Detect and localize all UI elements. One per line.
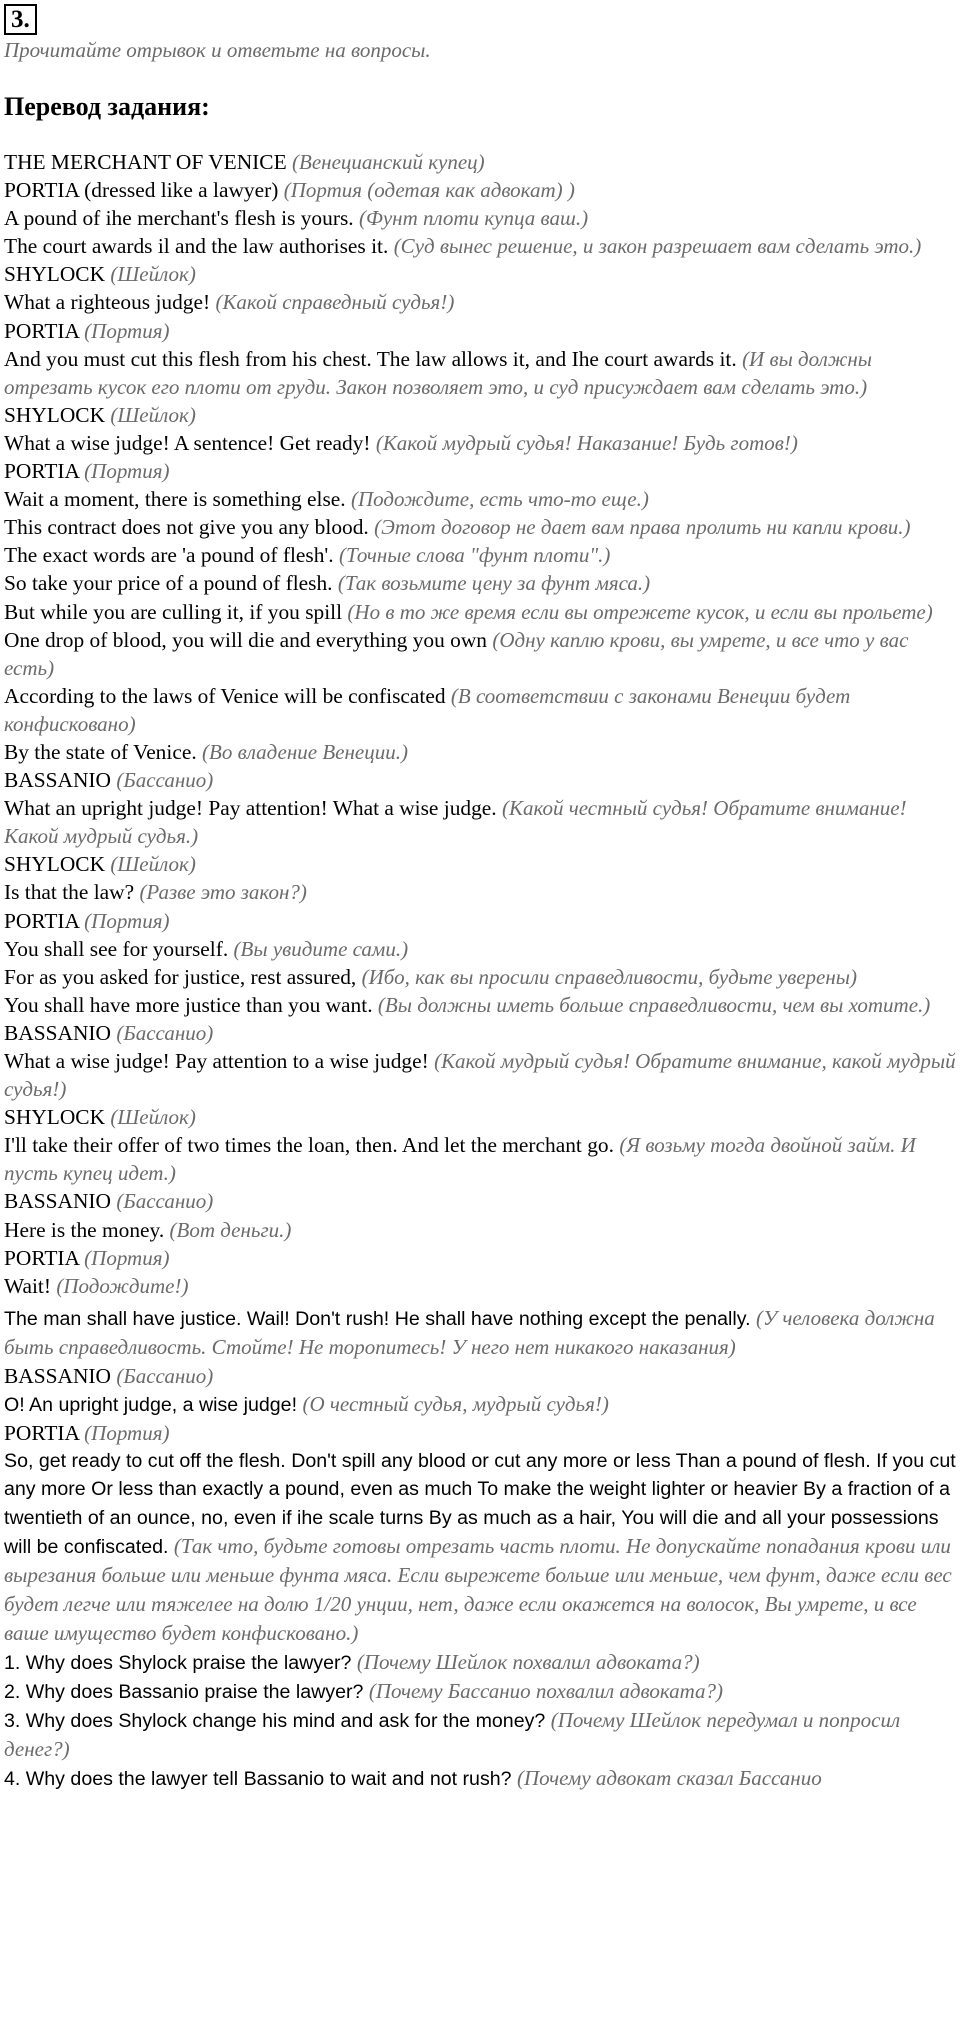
english-text: Wait! [4,1273,51,1298]
english-text: 2. Why does Bassanio praise the lawyer? [4,1681,364,1704]
english-text: But while you are culling it, if you spill [4,599,343,624]
russian-translation: (Разве это закон?) [139,880,307,905]
russian-translation: (Какой мудрый судья! Наказание! Будь готов!) [375,430,798,455]
russian-translation: (Подождите!) [56,1273,189,1298]
english-text: SHYLOCK [4,1105,106,1130]
english-text: PORTIA [4,1421,79,1446]
dialogue-line [4,1272,956,1300]
russian-translation: (Шейлок) [110,1105,196,1130]
dialogue-line [4,738,956,766]
dialogue-line [4,457,956,485]
dialogue-line [4,878,956,906]
dialogue-line [4,345,956,401]
dialogue-line [4,1677,956,1706]
english-text: Is that the law? [4,880,135,905]
dialogue-lines [4,148,956,1793]
english-text: 3. Why does Shylock change his mind and ask for the money? [4,1710,546,1733]
dialogue-line [4,232,956,260]
dialogue-line [4,626,956,682]
dialogue-line [4,485,956,513]
dialogue-line [4,1304,956,1362]
dialogue-line [4,1244,956,1272]
english-text: SHYLOCK [4,852,106,877]
english-text: What a wise judge! Pay attention to a wise judge! [4,1049,429,1073]
dialogue-line [4,317,956,345]
russian-translation: (Портия) [84,459,170,484]
english-text: THE MERCHANT OF VENICE [4,150,287,174]
english-text: According to the laws of Venice will be confiscated [4,683,446,708]
dialogue-line [4,513,956,541]
russian-translation: (Почему Шейлок похвалил адвоката?) [356,1649,700,1674]
english-text: By the state of Venice. [4,739,197,764]
dialogue-line [4,963,956,991]
english-text: I'll take their offer of two times the loan, then. And let the merchant go. [4,1133,614,1158]
english-text: BASSANIO [4,1020,111,1045]
english-text: The court awards il and the law authorises it. [4,234,389,259]
english-text: BASSANIO [4,1189,111,1214]
english-text: So take your price of a pound of flesh. [4,571,333,596]
english-text: 1. Why does Shylock praise the lawyer? [4,1651,352,1674]
translation-heading: Перевод задания: [4,92,210,121]
russian-translation: (Портия) [84,1245,170,1270]
russian-translation: (Так что, будьте готовы отрезать часть плоти. Не допускайте попадания крови или вырезания больше или меньше фунта мяса. Если вырежете больше или меньше, чем фунт, даже если вес будет легче или тяжелее на долю 1/20 унции, нет, даже если окажется на волосок, Вы умрете, и все ваше имущество будет конфисковано.) [4,1533,952,1645]
dialogue-line [4,1103,956,1131]
russian-translation: (Вы должны иметь больше справедливости, чем вы хотите.) [377,992,931,1017]
russian-translation: (Вы увидите сами.) [233,936,409,961]
dialogue-line [4,794,956,850]
english-text: You shall see for yourself. [4,936,229,961]
english-text: So, get ready to cut off the flesh. Don't spill any blood or cut any more or less Than a pound of flesh. If you cut any more Or less than exactly a pound, even as much To make the weight lighter or heavier By a fraction of a twentieth of an ounce, no, even if ihe scale turns By as much as a hair, You will die and all your possessions will be confiscated. [4,1450,956,1558]
dialogue-line [4,991,956,1019]
dialogue-line [4,907,956,935]
dialogue-line [4,766,956,794]
english-text: You shall have more justice than you want. [4,992,373,1017]
dialogue-line [4,204,956,232]
dialogue-line [4,541,956,569]
english-text: For as you asked for justice, rest assured, [4,964,357,989]
dialogue-line [4,260,956,288]
english-text: PORTIA [4,908,79,933]
english-text: Here is the money. [4,1217,165,1242]
dialogue-line [4,850,956,878]
russian-translation: (Шейлок) [110,852,196,877]
dialogue-line [4,1447,956,1648]
english-text: PORTIA [4,318,79,343]
russian-translation: (Бассанио) [116,1020,214,1045]
russian-translation: (Этот договор не дает вам права пролить ни капли крови.) [374,515,911,540]
english-text: 4. Why does the lawyer tell Bassanio to wait and not rush? [4,1768,512,1791]
russian-translation: (Бассанио) [116,768,214,793]
dialogue-line [4,1019,956,1047]
russian-translation: (Какой мудрый судья! Обратите внимание, какой мудрый судья!) [4,1049,956,1102]
english-text: What an upright judge! Pay attention! What a wise judge. [4,796,497,821]
english-text: What a righteous judge! [4,290,211,315]
russian-translation: (Точные слова "фунт плоти".) [339,543,611,568]
dialogue-line [4,1362,956,1390]
english-text: What a wise judge! A sentence! Get ready! [4,430,371,455]
english-text: The exact words are 'a pound of flesh'. [4,543,334,568]
russian-translation: (Так возьмите цену за фунт мяса.) [337,571,651,596]
english-text: BASSANIO [4,768,111,793]
dialogue-line [4,288,956,316]
dialogue-line [4,598,956,626]
english-text: PORTIA (dressed like a lawyer) [4,178,279,203]
dialogue-line [4,148,956,176]
russian-translation: (Но в то же время если вы отрежете кусок, и если вы прольете) [347,599,933,624]
russian-translation: (У человека должна быть справедливость. Стойте! Не торопитесь! У него нет никакого наказания) [4,1305,935,1359]
russian-translation: (Какой справедный судья!) [215,290,455,315]
russian-translation: (Шейлок) [110,402,196,427]
russian-translation: (В соответствии с законами Венеции будет конфисковано) [4,683,851,736]
russian-translation: (Бассанио) [116,1364,214,1389]
english-text: A pound of ihe merchant's flesh is yours. [4,206,354,231]
russian-translation: (Суд вынес решение, и закон разрешает вам сделать это.) [393,234,922,259]
russian-translation: (Подождите, есть что-то еще.) [351,487,649,512]
english-text: One drop of blood, you will die and everything you own [4,627,487,652]
dialogue-line [4,1131,956,1187]
russian-translation: (Вот деньги.) [169,1217,292,1242]
russian-translation: (Портия) [84,1421,170,1446]
task-number: 3. [4,4,37,35]
russian-translation: (Бассанио) [116,1189,214,1214]
russian-translation: (И вы должны отрезать кусок его плоти от груди. Закон позволяет это, и суд присуждает вам сделать это.) [4,346,872,399]
dialogue-line [4,1047,956,1103]
dialogue-line [4,1706,956,1764]
english-text: The man shall have justice. Wail! Don't rush! He shall have nothing except the penally. [4,1307,751,1330]
russian-translation: (О честный судья, мудрый судья!) [302,1392,609,1417]
russian-translation: (Портия (одетая как адвокат) ) [283,178,575,203]
russian-translation: (Шейлок) [110,262,196,287]
english-text: O! An upright judge, a wise judge! [4,1394,298,1417]
russian-translation: (Портия) [84,318,170,343]
english-text: SHYLOCK [4,402,106,427]
dialogue-line [4,569,956,597]
dialogue-line [4,935,956,963]
russian-translation: (Какой честный судья! Обратите внимание! Какой мудрый судья.) [4,796,907,849]
russian-translation: (Одну каплю крови, вы умрете, и все что у вас есть) [4,627,909,680]
english-text: And you must cut this flesh from his chest. The law allows it, and Ihe court awards it. [4,346,737,371]
dialogue-line [4,401,956,429]
russian-translation: (Почему Бассанио похвалил адвоката?) [368,1679,724,1704]
russian-translation: (Во владение Венеции.) [202,739,408,764]
russian-translation: (Портия) [84,908,170,933]
dialogue-line [4,1216,956,1244]
dialogue-line [4,1419,956,1447]
dialogue-line [4,1648,956,1677]
dialogue-line [4,176,956,204]
english-text: BASSANIO [4,1364,111,1389]
russian-translation: (Почему Шейлок передумал и попросил денег?) [4,1708,901,1762]
dialogue-line [4,1764,956,1793]
dialogue-line [4,429,956,457]
russian-translation: (Фунт плоти купца ваш.) [358,206,589,231]
russian-translation: (Ибо, как вы просили справедливости, будьте уверены) [361,964,858,989]
dialogue-line [4,1390,956,1419]
english-text: Wait a moment, there is something else. [4,487,346,512]
dialogue-line [4,682,956,738]
task-instruction: Прочитайте отрывок и ответьте на вопросы. [4,38,431,62]
russian-translation: (Венецианский купец) [292,150,485,174]
russian-translation: (Я возьму тогда двойной займ. И пусть купец идет.) [4,1133,916,1186]
dialogue-line [4,1187,956,1215]
english-text: This contract does not give you any blood. [4,515,369,540]
english-text: PORTIA [4,1245,79,1270]
english-text: SHYLOCK [4,262,106,287]
english-text: PORTIA [4,459,79,484]
russian-translation: (Почему адвокат сказал Бассанио [517,1766,822,1791]
